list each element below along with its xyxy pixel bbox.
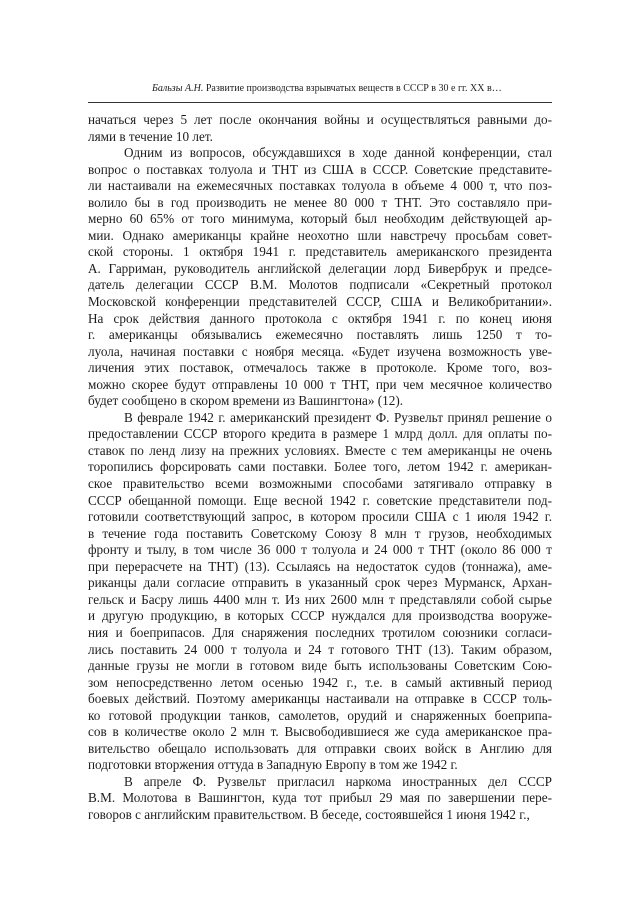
paragraph	[88, 774, 552, 824]
text-line: луола, начиная поставки с ноября месяца. «Будет изучена возможность уве-	[88, 343, 552, 359]
text-line: ское правительство всеми возможными способами затягивало отправку в	[88, 476, 552, 492]
text-line: волило бы в год производить не менее 80 000 т ТНТ. Это составляло при-	[88, 194, 552, 210]
text-line: данные грузы не могли в готовом виде быть использованы Советским Сою-	[88, 658, 552, 674]
header-title: Развитие производства взрывчатых веществ в СССР в 30 е гг. XX в…	[203, 83, 502, 94]
text-line: при перерасчете на ТНТ) (13). Ссылаясь на недостаток судов (тоннажа), аме-	[88, 558, 552, 574]
text-line: Московской конференции представителей СССР, США и Великобритании».	[88, 294, 552, 310]
text-line: зом непосредственно летом осенью 1942 г., т.е. в самый активный период	[88, 674, 552, 690]
text-line: ко готовой продукции танков, самолетов, орудий и снаряженных боеприпа-	[88, 707, 552, 723]
text-line: Одним из вопросов, обсуждавшихся в ходе данной конференции, стал	[124, 145, 552, 161]
text-line: мерно 60 65% от того минимума, который был необходим действующей ар-	[88, 211, 552, 227]
paragraph	[88, 112, 552, 145]
paragraph	[88, 410, 552, 774]
text-line: лись поставить 24 000 т толуола и 24 т готового ТНТ (13). Таким образом,	[88, 641, 552, 657]
text-line: гельск и Басру лишь 4400 млн т. Из них 2600 млн т представляли собой сырье	[88, 591, 552, 607]
running-header	[152, 83, 552, 95]
text-line: вительство обещало использовать для отправки своих войск в Англию для	[88, 740, 552, 756]
paragraph	[88, 145, 552, 410]
text-line: ской стороны. 1 октября 1941 г. представитель американского президента	[88, 244, 552, 260]
header-rule	[88, 102, 552, 103]
text-line: мии. Однако американцы крайне неохотно шли навстречу просьбам совет-	[88, 227, 552, 243]
text-line: ния и боеприпасов. Для снаряжения последних тротилом союзники согласи-	[88, 624, 552, 640]
text-line: В феврале 1942 г. американский президент Ф. Рузвельт принял решение о	[124, 409, 552, 425]
text-line: На срок действия данного протокола с октября 1941 г. по конец июня	[88, 310, 552, 326]
text-line: боевых действий. Поэтому американцы настаивали на отправке в СССР толь-	[88, 691, 552, 707]
text-line: сов в количестве около 2 млн т. Высвободившиеся же суда американское пра-	[88, 724, 552, 740]
text-line: СССР обещанной помощи. Еще весной 1942 г. советские представители под-	[88, 492, 552, 508]
text-line: В.М. Молотова в Вашингтон, куда тот прибыл 29 мая по завершении пере-	[88, 790, 552, 806]
text-line: фронту и тылу, в том числе 36 000 т толуола и 24 000 т ТНТ (около 86 000 т	[88, 542, 552, 558]
text-line: готовили соответствующий запрос, в котором просили США с 1 июля 1942 г.	[88, 509, 552, 525]
text-line: вопрос о поставках толуола и ТНТ из США в СССР. Советские представите-	[88, 161, 552, 177]
text-line: в течение года поставить Советскому Союзу 8 млн т грузов, необходимых	[88, 525, 552, 541]
text-line: г. американцы обязывались ежемесячно поставлять лишь 1250 т то-	[88, 327, 552, 343]
text-line: датель делегации СССР В.М. Молотов подписали «Секретный протокол	[88, 277, 552, 293]
text-line: риканцы дали согласие отправить в указанный срок через Мурманск, Архан-	[88, 575, 552, 591]
text-line: торопились форсировать сами поставки. Более того, летом 1942 г. американ-	[88, 459, 552, 475]
text-line: В апреле Ф. Рузвельт пригласил наркома иностранных дел СССР	[124, 773, 552, 789]
text-line: говоров с английским правительством. В беседе, состоявшейся 1 июня 1942 г.,	[88, 806, 530, 822]
header-author: Бальзы А.Н.	[152, 83, 204, 94]
text-line: подготовки вторжения оттуда в Западную Европу в том же 1942 г.	[88, 757, 458, 773]
text-line: ли настаивали на ежемесячных поставках толуола в объеме 4 000 т, что поз-	[88, 178, 552, 194]
text-line: будет сообщено в скором времени из Вашингтона» (12).	[88, 393, 404, 409]
body-text	[88, 112, 552, 824]
text-line: и другую продукцию, в которых СССР нуждался для производства вооруже-	[88, 608, 552, 624]
text-line: начаться через 5 лет после окончания войны и осуществляться равными до-	[88, 112, 552, 127]
text-line: предоставлении СССР второго кредита в размере 1 млрд долл. для оплаты по-	[88, 426, 552, 442]
text-line: А. Гарриман, руководитель английской делегации лорд Бивербрук и предсе-	[88, 260, 552, 276]
text-line: личения этих поставок, отмечалось также в протоколе. Кроме того, воз-	[88, 360, 552, 376]
text-line: ставок по ленд лизу на прежних условиях. Вместе с тем американцы не очень	[88, 442, 552, 458]
text-line: лями в течение 10 лет.	[88, 128, 213, 144]
text-line: можно скорее будут отправлены 10 000 т ТНТ, при чем месячное количество	[88, 376, 552, 392]
